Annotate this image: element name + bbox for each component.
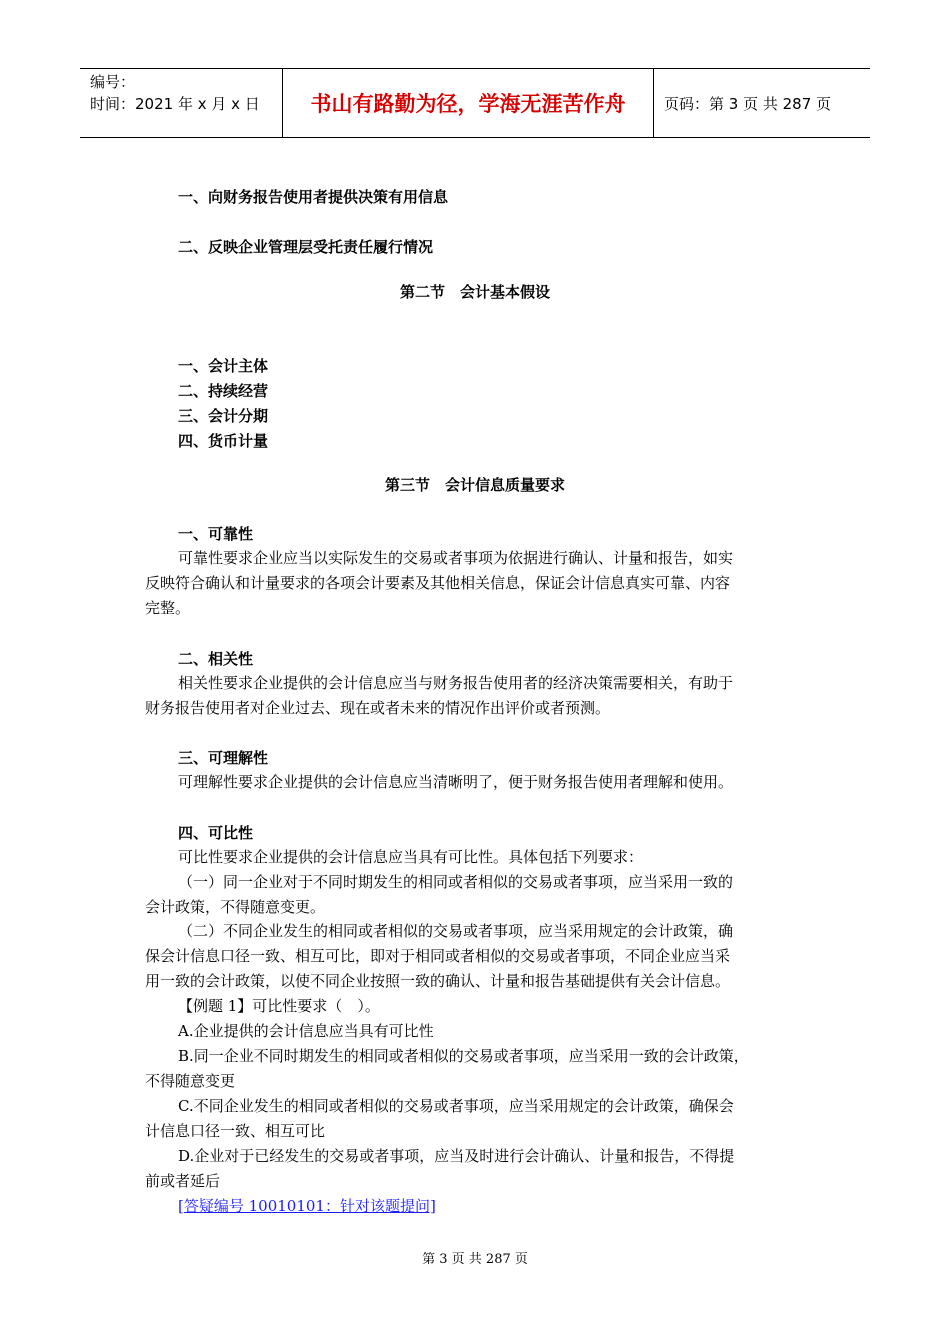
- understandability-heading: 三、可理解性: [178, 749, 269, 767]
- example-option-d: D.企业对于已经发生的交易或者事项，应当及时进行会计确认、计量和报告，不得提: [178, 1147, 735, 1165]
- section2-item: 四、货币计量: [178, 432, 269, 450]
- paragraph-line: 用一致的会计政策，以使不同企业按照一致的确认、计量和报告基础提供有关会计信息。: [145, 972, 731, 990]
- page-footer: 第 3 页 共 287 页: [422, 1252, 528, 1267]
- paragraph-line: 保会计信息口径一致、相互可比，即对于相同或者相似的交易或者事项，不同企业应当采: [145, 947, 731, 965]
- example-option-c: C.不同企业发生的相同或者相似的交易或者事项，应当采用规定的会计政策，确保会: [178, 1097, 734, 1115]
- number-label: 编号：: [90, 73, 136, 91]
- paragraph-line: 会计政策，不得随意变更。: [145, 898, 326, 916]
- comparability-heading: 四、可比性: [178, 824, 254, 842]
- paragraph-line: 可理解性要求企业提供的会计信息应当清晰明了，便于财务报告使用者理解和使用。: [178, 773, 734, 791]
- paragraph-line: 完整。: [145, 599, 191, 617]
- paragraph-line: （一）同一企业对于不同时期发生的相同或者相似的交易或者事项，应当采用一致的: [178, 873, 734, 891]
- example-question: 【例题 1】可比性要求（ ）。: [178, 997, 380, 1015]
- section3-title: 第三节 会计信息质量要求: [384, 476, 565, 494]
- date-label: 时间：2021 年 x 月 x 日: [90, 95, 260, 113]
- reliability-heading: 一、可靠性: [178, 525, 254, 543]
- relevance-heading: 二、相关性: [178, 650, 254, 668]
- example-option-d-cont: 前或者延后: [145, 1172, 221, 1190]
- intro-item-2: 二、反映企业管理层受托责任履行情况: [178, 238, 434, 256]
- section2-item: 一、会计主体: [178, 357, 269, 375]
- example-option-b: B.同一企业不同时期发生的相同或者相似的交易或者事项，应当采用一致的会计政策，: [178, 1047, 749, 1065]
- section2-item: 二、持续经营: [178, 382, 269, 400]
- example-option-c-cont: 计信息口径一致、相互可比: [145, 1122, 326, 1140]
- paragraph-line: （二）不同企业发生的相同或者相似的交易或者事项，应当采用规定的会计政策，确: [178, 922, 734, 940]
- example-option-a: A.企业提供的会计信息应当具有可比性: [178, 1022, 434, 1040]
- intro-item-1: 一、向财务报告使用者提供决策有用信息: [178, 188, 449, 206]
- section2-title: 第二节 会计基本假设: [399, 283, 550, 301]
- paragraph-line: 相关性要求企业提供的会计信息应当与财务报告使用者的经济决策需要相关，有助于: [178, 674, 734, 692]
- paragraph-line: 财务报告使用者对企业过去、现在或者未来的情况作出评价或者预测。: [145, 699, 611, 717]
- document-header: [80, 68, 870, 138]
- ask-question-link[interactable]: [答疑编号 10010101：针对该题提问]: [178, 1197, 436, 1215]
- paragraph-line: 可比性要求企业提供的会计信息应当具有可比性。具体包括下列要求：: [178, 848, 644, 866]
- example-option-b-cont: 不得随意变更: [145, 1072, 236, 1090]
- paragraph-line: 可靠性要求企业应当以实际发生的交易或者事项为依据进行确认、计量和报告，如实: [178, 549, 734, 567]
- header-meta: [80, 69, 282, 137]
- header-page-info: 页码：第 3 页 共 287 页: [664, 94, 832, 113]
- section2-item: 三、会计分期: [178, 407, 269, 425]
- paragraph-line: 反映符合确认和计量要求的各项会计要素及其他相关信息，保证会计信息真实可靠、内容: [145, 574, 731, 592]
- header-motto: 书山有路勤为径，学海无涯苦作舟: [282, 69, 654, 137]
